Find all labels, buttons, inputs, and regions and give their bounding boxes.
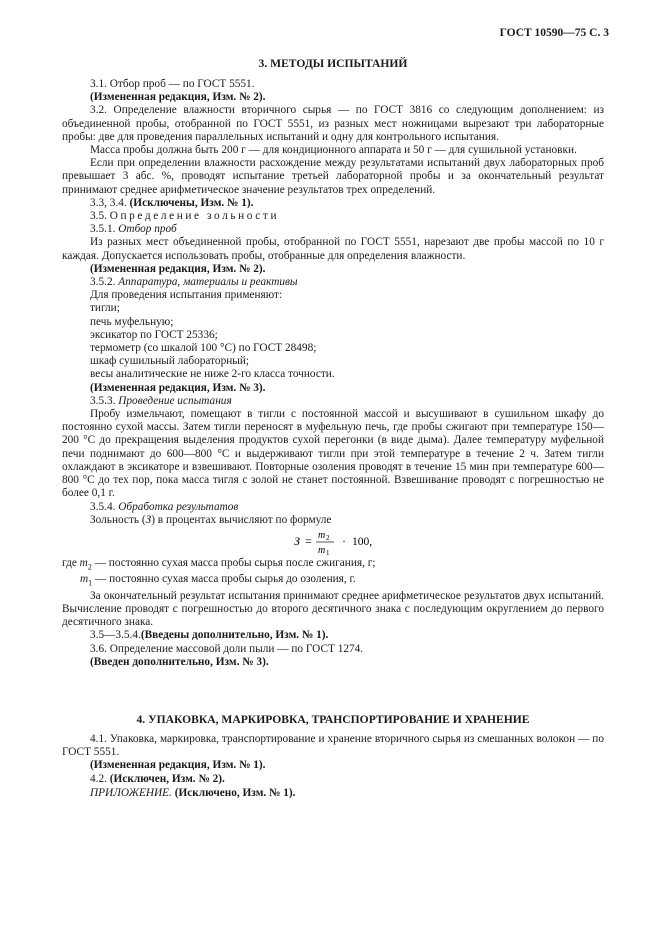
section-3 <box>62 57 604 70</box>
clause-3-5-3-text: Пробу измельчают, помещают в тигли с постоянной массой и высушивают в сушильном шкафу до постоянно сухой массы. Затем тигли переносят в муфельную печь, где пробы сжигают при температуре 150—200 °С до прекращения выделения продуктов сухой перегонки (в виде дыма). Далее температуру муфельной печи поднимают до 600—800 °С и выдерживают тигли при этой температуре в течение 2 ч. Затем тигли охлаждают в эксикаторе и взвешивают. Повторные озоления проводят в течение 15 мин при температуре 600—800 °С до тех пор, пока масса тигля с золой не станет постоянной. Взвешивание проводят с погрешностью не более 0,1 г. <box>62 408 604 500</box>
clause-3-5-2-revision: (Измененная редакция, Изм. № 3). <box>90 381 266 394</box>
ash-formula <box>62 527 604 557</box>
appendix-line <box>62 787 604 800</box>
formula-factor: 100, <box>352 535 373 548</box>
section-4-title: 4. УПАКОВКА, МАРКИРОВКА, ТРАНСПОРТИРОВАНИЕ И ХРАНЕНИЕ <box>136 713 530 726</box>
var-sub: 1 <box>88 578 93 588</box>
formula-eq: = <box>305 533 312 548</box>
where-text: — постоянно сухая масса пробы сырья до озоления, г. <box>95 573 356 586</box>
clause-3-5-title: Определение зольности <box>109 210 280 223</box>
clause-3-6: 3.6. Определение массовой доли пыли — по ГОСТ 1274. <box>90 642 364 655</box>
equipment-item: шкаф сушильный лабораторный; <box>90 355 250 368</box>
clause-title: Отбор проб <box>118 223 177 236</box>
formula-den: m <box>318 544 326 556</box>
equipment-item: печь муфельную; <box>90 315 174 328</box>
clause-3-1-revision: (Измененная редакция, Изм. № 2). <box>90 91 266 104</box>
clause-number: 3.5.4. <box>90 500 116 513</box>
clause-3-5-1-revision: (Измененная редакция, Изм. № 2). <box>90 262 266 275</box>
clause-revision: (Исключены, Изм. № 1). <box>129 196 254 209</box>
text-part: Зольность ( <box>90 513 146 526</box>
clause-number: 3.5. <box>90 210 107 223</box>
where-m2 <box>62 557 604 573</box>
text-part: ) в процентах вычисляют по формуле <box>151 513 332 526</box>
appendix-revision: (Исключено, Изм. № 1). <box>174 787 296 799</box>
clause-number: 3.3, 3.4. <box>90 196 127 209</box>
clause-revision: (Исключен, Изм. № 2). <box>109 772 225 785</box>
clause-number: 3.5.3. <box>90 394 116 407</box>
equipment-intro: Для проведения испытания применяют: <box>90 289 283 302</box>
clause-3-5 <box>62 210 604 223</box>
clause-3-2: 3.2. Определение влажности вторичного сырья — по ГОСТ 3816 со следующим дополнением: из объединенной пробы, отобранной по ГОСТ 5551, из разных мест ножницами вырезают три лабораторные пробы: две для проведения параллельных испытаний и одну для контрольного испытания. <box>62 104 604 143</box>
formula-graphic <box>294 527 494 557</box>
clause-title: Аппаратура, материалы и реактивы <box>118 276 298 289</box>
var-m: m <box>80 573 89 586</box>
page-header: ГОСТ 10590—75 С. 3 <box>499 27 609 39</box>
formula-lhs: З <box>294 533 300 548</box>
moisture-discrepancy-paragraph: Если при определении влажности расхождение между результатами испытаний двух лабораторных проб превышает 3 абс. %, проводят испытание третьей лабораторной пробы и за окончательный результат принимают среднее арифметическое значение результатов трех определений. <box>62 157 604 196</box>
appendix <box>62 787 604 800</box>
clause-3-3-3-4 <box>62 197 604 210</box>
clause-number: 3.5.2. <box>90 276 116 289</box>
equipment-item: весы аналитические не ниже 2-го класса точности. <box>90 368 335 381</box>
var-sub: 2 <box>87 562 92 572</box>
clause-3-5-2 <box>62 276 604 289</box>
clause-3-5-4 <box>62 501 604 514</box>
equipment-item: эксикатор по ГОСТ 25336; <box>90 328 218 341</box>
section-3-title: 3. МЕТОДЫ ИСПЫТАНИЙ <box>258 57 408 70</box>
where-m1 <box>62 573 604 589</box>
ash-formula-intro <box>62 514 604 527</box>
clause-number: 3.5—3.5.4. <box>90 629 141 642</box>
section-3-body <box>62 78 604 669</box>
formula-num: m <box>318 529 326 541</box>
formula-num-sub: 2 <box>326 533 330 542</box>
clause-4-1-revision: (Измененная редакция, Изм. № 1). <box>90 759 266 772</box>
formula-mult: · <box>342 533 346 548</box>
clause-revision: (Введены дополнительно, Изм. № 1). <box>140 629 329 642</box>
clause-3-5-3 <box>62 395 604 408</box>
where-text: — постоянно сухая масса пробы сырья после сжигания, г; <box>94 556 376 569</box>
appendix-title: ПРИЛОЖЕНИЕ. <box>90 787 172 799</box>
formula-den-sub: 1 <box>326 548 330 557</box>
sample-mass-paragraph: Масса пробы должна быть 200 г — для кондиционного аппарата и 50 г — для сушильной установки. <box>90 144 577 157</box>
ash-symbol: З <box>145 513 152 526</box>
clause-3-1: 3.1. Отбор проб — по ГОСТ 5551. <box>90 78 255 90</box>
clause-number: 3.5.1. <box>90 223 116 236</box>
clause-4-1: 4.1. Упаковка, маркировка, транспортирование и хранение вторичного сырья из смешанных волокон — по ГОСТ 5551. <box>62 733 604 759</box>
clause-title: Проведение испытания <box>118 394 232 407</box>
clause-number: 4.2. <box>90 772 107 785</box>
clause-3-6-revision: (Введен дополнительно, Изм. № 3). <box>90 655 269 668</box>
clause-3-5-range <box>62 629 604 642</box>
var-m: m <box>79 556 88 569</box>
clause-3-5-1-text: Из разных мест объединенной пробы, отобранной по ГОСТ 5551, нарезают две пробы массой по 10 г каждая. Допускается использовать пробы, отобранные для определения влажности. <box>62 236 604 262</box>
section-4-body <box>62 733 604 786</box>
section-4 <box>62 713 604 726</box>
clause-4-2 <box>62 773 604 786</box>
equipment-item: термометр (со шкалой 100 °С) по ГОСТ 28498; <box>90 342 317 355</box>
clause-title: Обработка результатов <box>118 500 239 513</box>
equipment-item: тигли; <box>90 302 120 315</box>
final-result-paragraph: За окончательный результат испытания принимают среднее арифметическое результатов двух испытаний. Вычисление проводят с погрешностью до второго десятичного знака с последующим округлением до первого десятичного знака. <box>62 589 604 629</box>
clause-3-5-1 <box>62 223 604 236</box>
where-word: где <box>62 556 77 569</box>
